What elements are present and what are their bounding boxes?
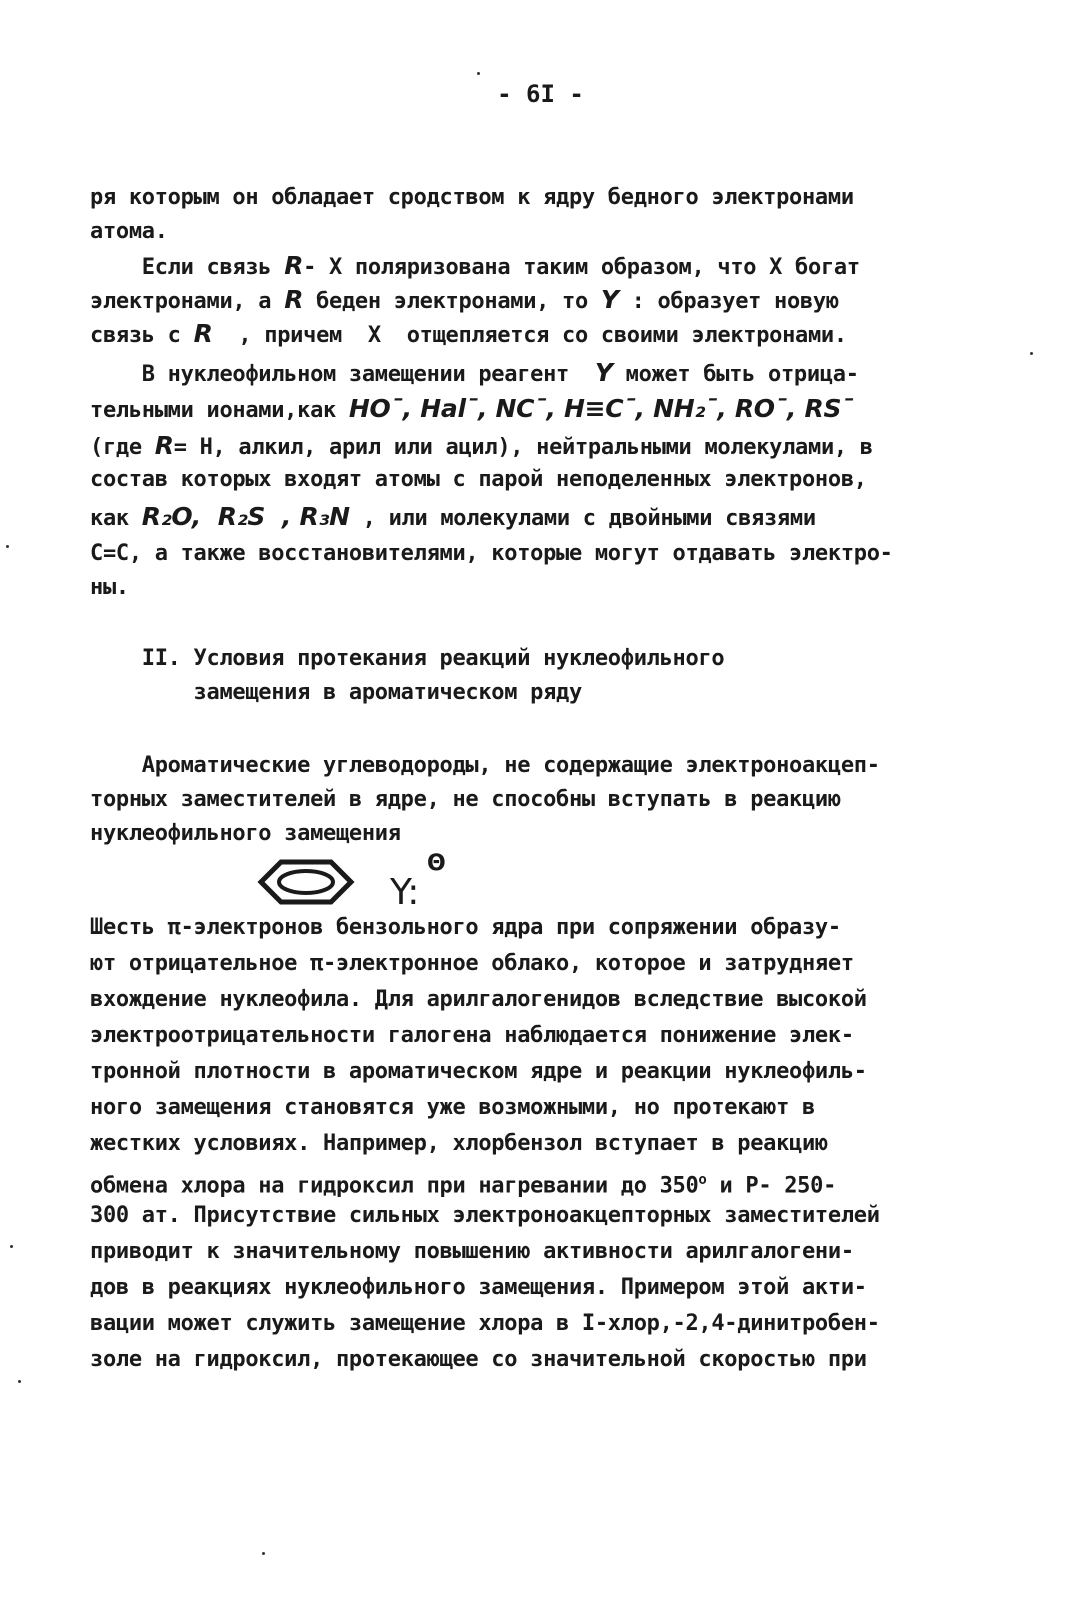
- section-heading: замещения в ароматическом ряду: [90, 680, 582, 705]
- formula-R: R: [154, 431, 174, 460]
- formula-Y: Y: [600, 285, 619, 314]
- scan-speck: [6, 545, 9, 548]
- text-line: [90, 503, 990, 533]
- text-line: тронной плотности в ароматическом ядре и реакции нуклеофиль-: [90, 1059, 867, 1084]
- text-line: состав которых входят атомы с парой неподеленных электронов,: [90, 467, 867, 492]
- benzene-nucleophile-figure: [255, 842, 505, 912]
- text-line: вхождение нуклеофила. Для арилгалогенидов вследствие высокой: [90, 987, 867, 1012]
- formula-R: R: [284, 285, 304, 314]
- scan-speck: [18, 1380, 21, 1383]
- text-line: ют отрицательное π-электронное облако, которое и затрудняет: [90, 951, 854, 976]
- text-fragment: : образует новую: [618, 289, 839, 314]
- text-line: 300 ат. Присутствие сильных электроноакцепторных заместителей: [90, 1203, 880, 1228]
- page-number: - 6I -: [497, 80, 584, 108]
- text-line: C=C, а также восстановителями, которые могут отдавать электро-: [90, 541, 893, 566]
- degree-superscript: о: [698, 1172, 707, 1188]
- text-line: вации может служить замещение хлора в I-хлор,-2,4-динитробен-: [90, 1311, 880, 1336]
- text-fragment: , причем X отщепляется со своими электронами.: [212, 323, 847, 348]
- text-fragment: электронами, а: [90, 289, 285, 314]
- formula-R: R: [193, 319, 213, 348]
- formula-Y: Y: [594, 358, 613, 387]
- negative-charge-symbol: Θ: [427, 851, 446, 876]
- text-fragment: может быть отрица-: [612, 362, 859, 387]
- text-line: [90, 432, 990, 462]
- text-line: приводит к значительному повышению активности арилгалогени-: [90, 1239, 854, 1264]
- text-line: дов в реакциях нуклеофильного замещения. Примером этой акти-: [90, 1275, 867, 1300]
- text-line: золе на гидроксил, протекающее со значительной скоростью при: [90, 1347, 867, 1372]
- formula-nucleophiles: HO¯, Hal¯, NC¯, H≡C¯, NH₂¯, RO¯, RS¯: [348, 394, 854, 423]
- scan-speck: [10, 1245, 13, 1248]
- text-line: ря которым он обладает сродством к ядру бедного электронами: [90, 185, 854, 210]
- text-fragment: Если связь: [90, 255, 285, 280]
- text-line: электроотрицательности галогена наблюдается понижение элек-: [90, 1023, 854, 1048]
- text-line: [90, 395, 990, 425]
- text-line: ны.: [90, 575, 129, 600]
- text-fragment: беден электронами, то: [303, 289, 601, 314]
- text-line: [90, 359, 990, 389]
- text-line: нуклеофильного замещения: [90, 821, 401, 846]
- text-line: Ароматические углеводороды, не содержащие электроноакцеп-: [90, 753, 880, 778]
- formula-R: R: [284, 251, 304, 280]
- text-fragment: и P- 250-: [706, 1173, 837, 1199]
- text-fragment: (где: [90, 435, 155, 460]
- section-heading: II. Условия протекания реакций нуклеофильного: [90, 646, 725, 671]
- text-fragment: В нуклеофильном замещении реагент: [90, 362, 595, 387]
- text-fragment: как: [90, 506, 142, 531]
- text-line: [90, 252, 990, 282]
- scan-speck: [1030, 352, 1033, 355]
- text-fragment: = H, алкил, арил или ацил), нейтральными молекулами, в: [173, 435, 873, 460]
- text-line: Шесть π-электронов бензольного ядра при сопряжении образу-: [90, 915, 841, 940]
- text-fragment: - X поляризована таким образом, что X богат: [303, 255, 860, 280]
- text-line: атома.: [90, 219, 168, 244]
- scan-speck: [477, 72, 480, 75]
- text-fragment: тельными ионами,как: [90, 398, 349, 423]
- benzene-ring-icon: [255, 842, 505, 912]
- formula-neutral-molecules: R₂O, R₂S , R₃N: [141, 502, 350, 531]
- text-fragment: , или молекулами с двойными связями: [349, 506, 816, 531]
- text-line: [90, 320, 990, 350]
- text-line: ного замещения становятся уже возможными, но протекают в: [90, 1095, 815, 1120]
- text-fragment: связь с: [90, 323, 194, 348]
- reagent-symbol: Y:: [390, 872, 420, 912]
- scan-speck: [262, 1552, 265, 1555]
- text-fragment: обмена хлора на гидроксил при нагревании до 350: [90, 1173, 699, 1199]
- text-line: [90, 1166, 990, 1200]
- text-line: торных заместителей в ядре, не способны вступать в реакцию: [90, 787, 841, 812]
- text-line: [90, 286, 990, 316]
- text-line: жестких условиях. Например, хлорбензол вступает в реакцию: [90, 1131, 828, 1156]
